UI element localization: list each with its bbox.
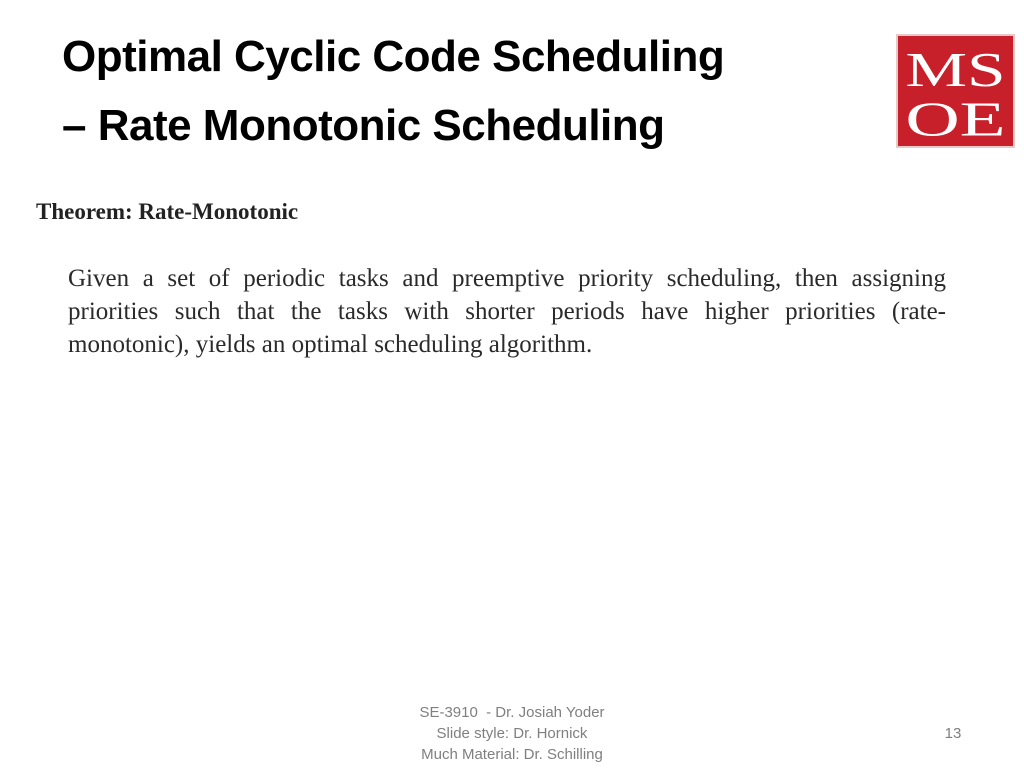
slide-title-line-2: – Rate Monotonic Scheduling <box>62 101 665 150</box>
msoe-logo <box>896 34 1015 148</box>
footer-course-line: SE-3910 - Dr. Josiah Yoder <box>419 704 605 721</box>
logo-text-top: MS <box>905 44 1006 98</box>
theorem-heading: Theorem: Rate-Monotonic <box>36 199 299 224</box>
slide-title <box>62 22 862 160</box>
page-number: 13 <box>944 725 962 742</box>
footer-style-line: Slide style: Dr. Hornick <box>436 725 588 742</box>
slide-title-line-1: Optimal Cyclic Code Scheduling <box>62 32 725 81</box>
footer-material-line: Much Material: Dr. Schilling <box>421 746 603 763</box>
logo-text-bottom: OE <box>905 93 1006 146</box>
theorem-body: Given a set of periodic tasks and preemptive priority scheduling, then assigning priorities such that the tasks with shorter periods have higher priorities (rate-monotonic), yields an optimal scheduling algorithm. <box>68 265 946 358</box>
slide-footer <box>362 702 662 765</box>
